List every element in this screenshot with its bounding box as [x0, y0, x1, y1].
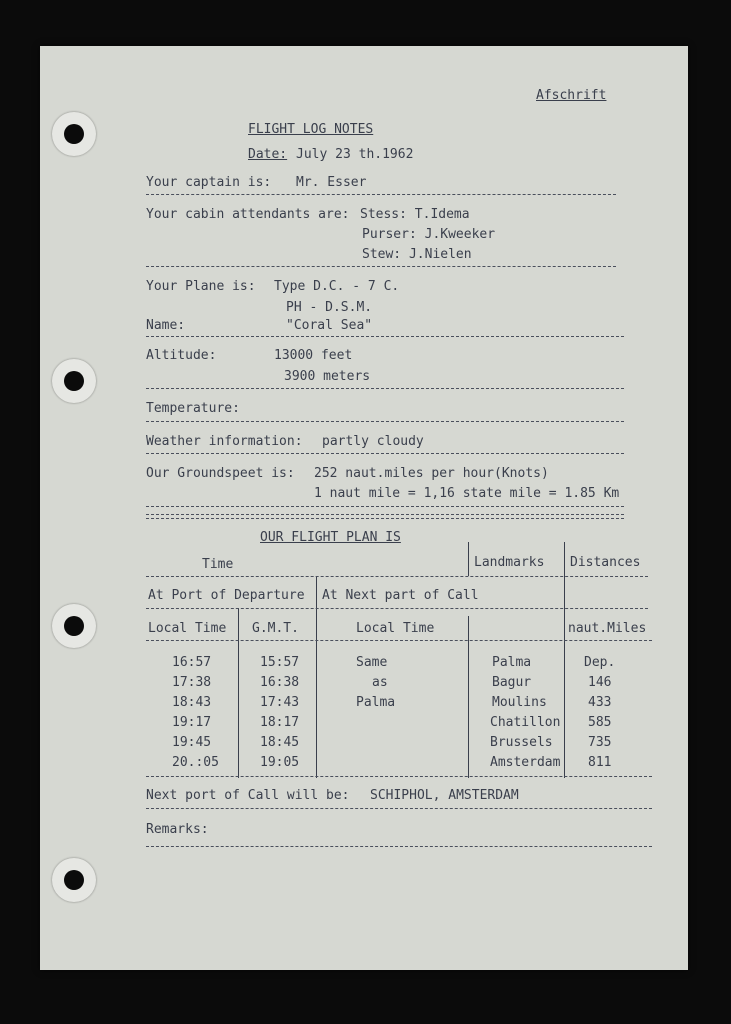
local-time-cell: 16:57: [172, 655, 212, 670]
page-title: FLIGHT LOG NOTES: [248, 122, 374, 137]
punch-hole: [52, 604, 96, 648]
flight-plan-title: OUR FLIGHT PLAN IS: [260, 530, 401, 545]
local-time-cell: 17:38: [172, 675, 212, 690]
landmark-cell: Palma: [492, 655, 532, 670]
distance-cell: 811: [588, 755, 612, 770]
remarks-label: Remarks:: [146, 822, 209, 837]
plane-name-label: Name:: [146, 318, 186, 333]
date-value: July 23 th.1962: [296, 147, 414, 162]
date-label: Date:: [248, 147, 288, 162]
mile-conversion: 1 naut mile = 1,16 state mile = 1.85 Km: [314, 486, 620, 501]
groundspeed-value: 252 naut.miles per hour(Knots): [314, 466, 549, 481]
attendants-label: Your cabin attendants are:: [146, 207, 350, 222]
copy-mark: Afschrift: [536, 88, 607, 103]
gmt-time-cell: 15:57: [260, 655, 300, 670]
plane-name-value: "Coral Sea": [286, 318, 373, 333]
gmt-time-cell: 17:43: [260, 695, 300, 710]
landmark-cell: Chatillon: [490, 715, 561, 730]
divider: [146, 808, 652, 809]
altitude-feet: 13000 feet: [274, 348, 353, 363]
distance-cell: 735: [588, 735, 612, 750]
column-rule: [468, 542, 469, 576]
landmark-cell: Amsterdam: [490, 755, 561, 770]
divider: [146, 640, 652, 641]
header-naut-miles: naut.Miles: [568, 621, 647, 636]
divider: [146, 506, 624, 507]
next-local-cell: as: [372, 675, 388, 690]
distance-cell: 585: [588, 715, 612, 730]
next-local-cell: Palma: [356, 695, 396, 710]
divider: [146, 388, 624, 389]
local-time-cell: 18:43: [172, 695, 212, 710]
divider: [146, 336, 624, 337]
header-departure: At Port of Departure: [148, 588, 305, 603]
next-port-value: SCHIPHOL, AMSTERDAM: [370, 788, 519, 803]
punch-hole: [52, 359, 96, 403]
captain-value: Mr. Esser: [296, 175, 367, 190]
gmt-time-cell: 18:45: [260, 735, 300, 750]
groundspeed-label: Our Groundspeet is:: [146, 466, 295, 481]
distance-cell: 146: [588, 675, 612, 690]
landmark-cell: Moulins: [492, 695, 547, 710]
weather-label: Weather information:: [146, 434, 303, 449]
landmark-cell: Brussels: [490, 735, 553, 750]
local-time-cell: 19:45: [172, 735, 212, 750]
landmark-cell: Bagur: [492, 675, 532, 690]
header-distances: Distances: [570, 555, 641, 570]
column-rule: [564, 542, 565, 778]
captain-label: Your captain is:: [146, 175, 272, 190]
punch-hole: [52, 858, 96, 902]
temperature-label: Temperature:: [146, 401, 240, 416]
gmt-time-cell: 16:38: [260, 675, 300, 690]
plane-registration: PH - D.S.M.: [286, 300, 373, 315]
altitude-meters: 3900 meters: [284, 369, 371, 384]
local-time-cell: 19:17: [172, 715, 212, 730]
attendant-stess: Stess: T.Idema: [360, 207, 470, 222]
altitude-label: Altitude:: [146, 348, 217, 363]
attendant-purser: Purser: J.Kweeker: [362, 227, 496, 242]
attendant-stew: Stew: J.Nielen: [362, 247, 472, 262]
column-rule: [238, 608, 239, 778]
plane-type: Type D.C. - 7 C.: [274, 279, 400, 294]
gmt-time-cell: 19:05: [260, 755, 300, 770]
divider: [146, 776, 652, 777]
divider: [146, 576, 648, 577]
divider: [146, 453, 624, 454]
next-local-cell: Same: [356, 655, 388, 670]
divider: [146, 194, 616, 195]
header-landmarks: Landmarks: [474, 555, 545, 570]
header-local-time: Local Time: [148, 621, 227, 636]
flight-log-sheet: [40, 46, 688, 970]
divider: [146, 608, 648, 609]
divider: [146, 421, 624, 422]
punch-hole: [52, 112, 96, 156]
distance-cell: 433: [588, 695, 612, 710]
plane-label: Your Plane is:: [146, 279, 256, 294]
header-next-call: At Next part of Call: [322, 588, 479, 603]
double-divider: [146, 514, 624, 519]
local-time-cell: 20.:05: [172, 755, 219, 770]
distance-cell: Dep.: [584, 655, 616, 670]
column-rule: [316, 576, 317, 778]
gmt-time-cell: 18:17: [260, 715, 300, 730]
header-time: Time: [202, 557, 234, 572]
header-next-local-time: Local Time: [356, 621, 435, 636]
weather-value: partly cloudy: [322, 434, 424, 449]
next-port-label: Next port of Call will be:: [146, 788, 350, 803]
header-gmt: G.M.T.: [252, 621, 299, 636]
divider: [146, 266, 616, 267]
divider: [146, 846, 652, 847]
